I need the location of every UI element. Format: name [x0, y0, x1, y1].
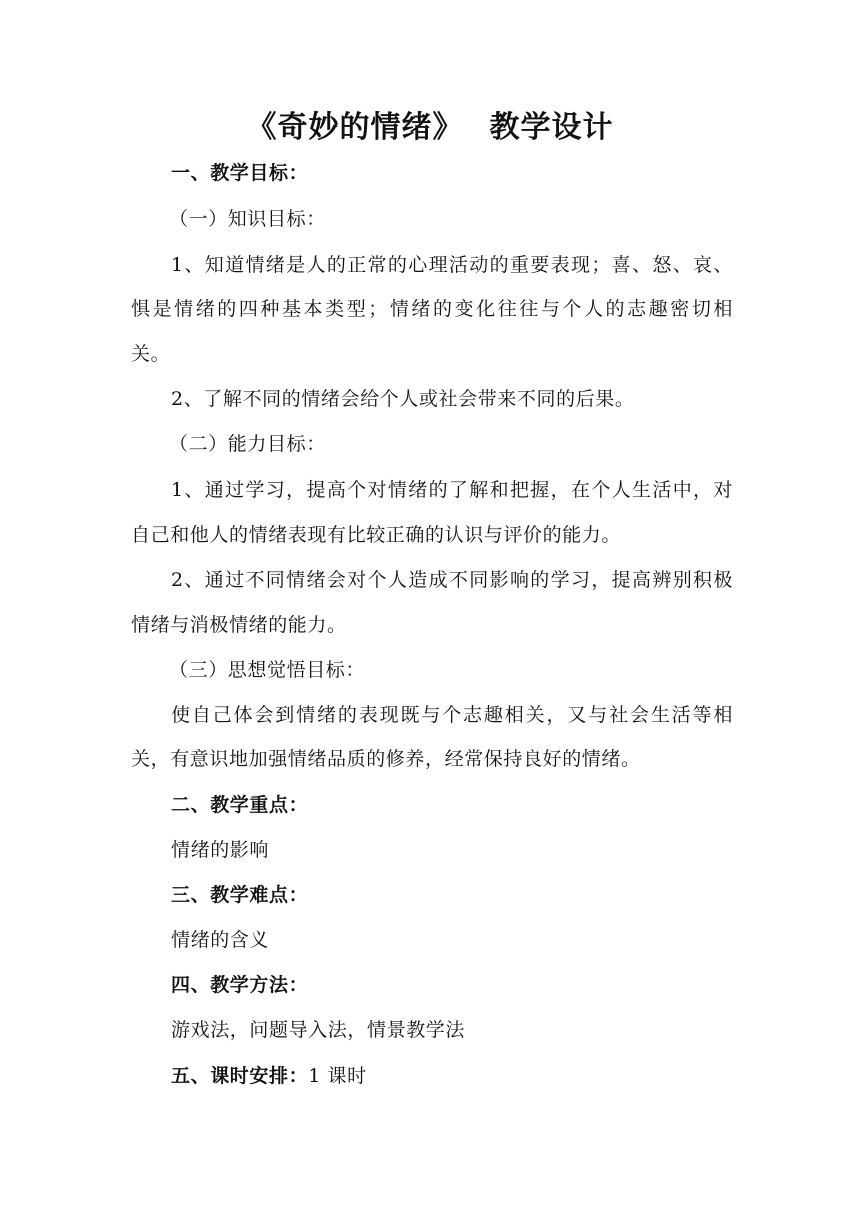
- title-sub: 教学设计: [489, 110, 614, 145]
- paragraph-line: 1、通过学习，提高个对情绪的了解和把握，在个人生活中，对: [171, 479, 733, 501]
- section-heading-methods: 四、教学方法：: [171, 974, 309, 996]
- subheading-awareness: （三）思想觉悟目标：: [169, 659, 366, 681]
- paragraph-line: 2、了解不同的情绪会给个人或社会带来不同的后果。: [171, 388, 635, 410]
- paragraph-line: 关，有意识地加强情绪品质的修养，经常保持良好的情绪。: [131, 748, 641, 770]
- subheading-ability: （二）能力目标：: [169, 433, 326, 455]
- paragraph-line: 惧是情绪的四种基本类型；情绪的变化往往与个人的志趣密切相: [131, 298, 733, 320]
- title-main: 《奇妙的情绪》: [246, 110, 464, 145]
- paragraph-line: 1、知道情绪是人的正常的心理活动的重要表现；喜、怒、哀、: [171, 254, 733, 276]
- paragraph-line: 情绪的含义: [171, 929, 270, 951]
- paragraph-line: 情绪与消极情绪的能力。: [131, 614, 347, 636]
- schedule-value: 1 课时: [308, 1065, 367, 1087]
- schedule-line: [131, 1064, 773, 1088]
- paragraph-line: 情绪的影响: [171, 839, 270, 861]
- section-heading-objectives: 一、教学目标：: [171, 162, 309, 184]
- paragraph-line: 游戏法，问题导入法，情景教学法: [171, 1019, 466, 1041]
- subheading-knowledge: （一）知识目标：: [169, 208, 326, 230]
- paragraph-line: 2、通过不同情绪会对个人造成不同影响的学习，提高辨别积极: [171, 569, 733, 591]
- document-title: [130, 106, 730, 150]
- section-heading-difficulties: 三、教学难点：: [171, 884, 309, 906]
- paragraph-line: 自己和他人的情绪表现有比较正确的认识与评价的能力。: [131, 524, 622, 546]
- section-heading-key-points: 二、教学重点：: [171, 794, 309, 816]
- schedule-label: 五、课时安排：: [171, 1065, 309, 1087]
- paragraph-line: 关。: [131, 343, 171, 365]
- paragraph-line: 使自己体会到情绪的表现既与个志趣相关，又与社会生活等相: [171, 704, 733, 726]
